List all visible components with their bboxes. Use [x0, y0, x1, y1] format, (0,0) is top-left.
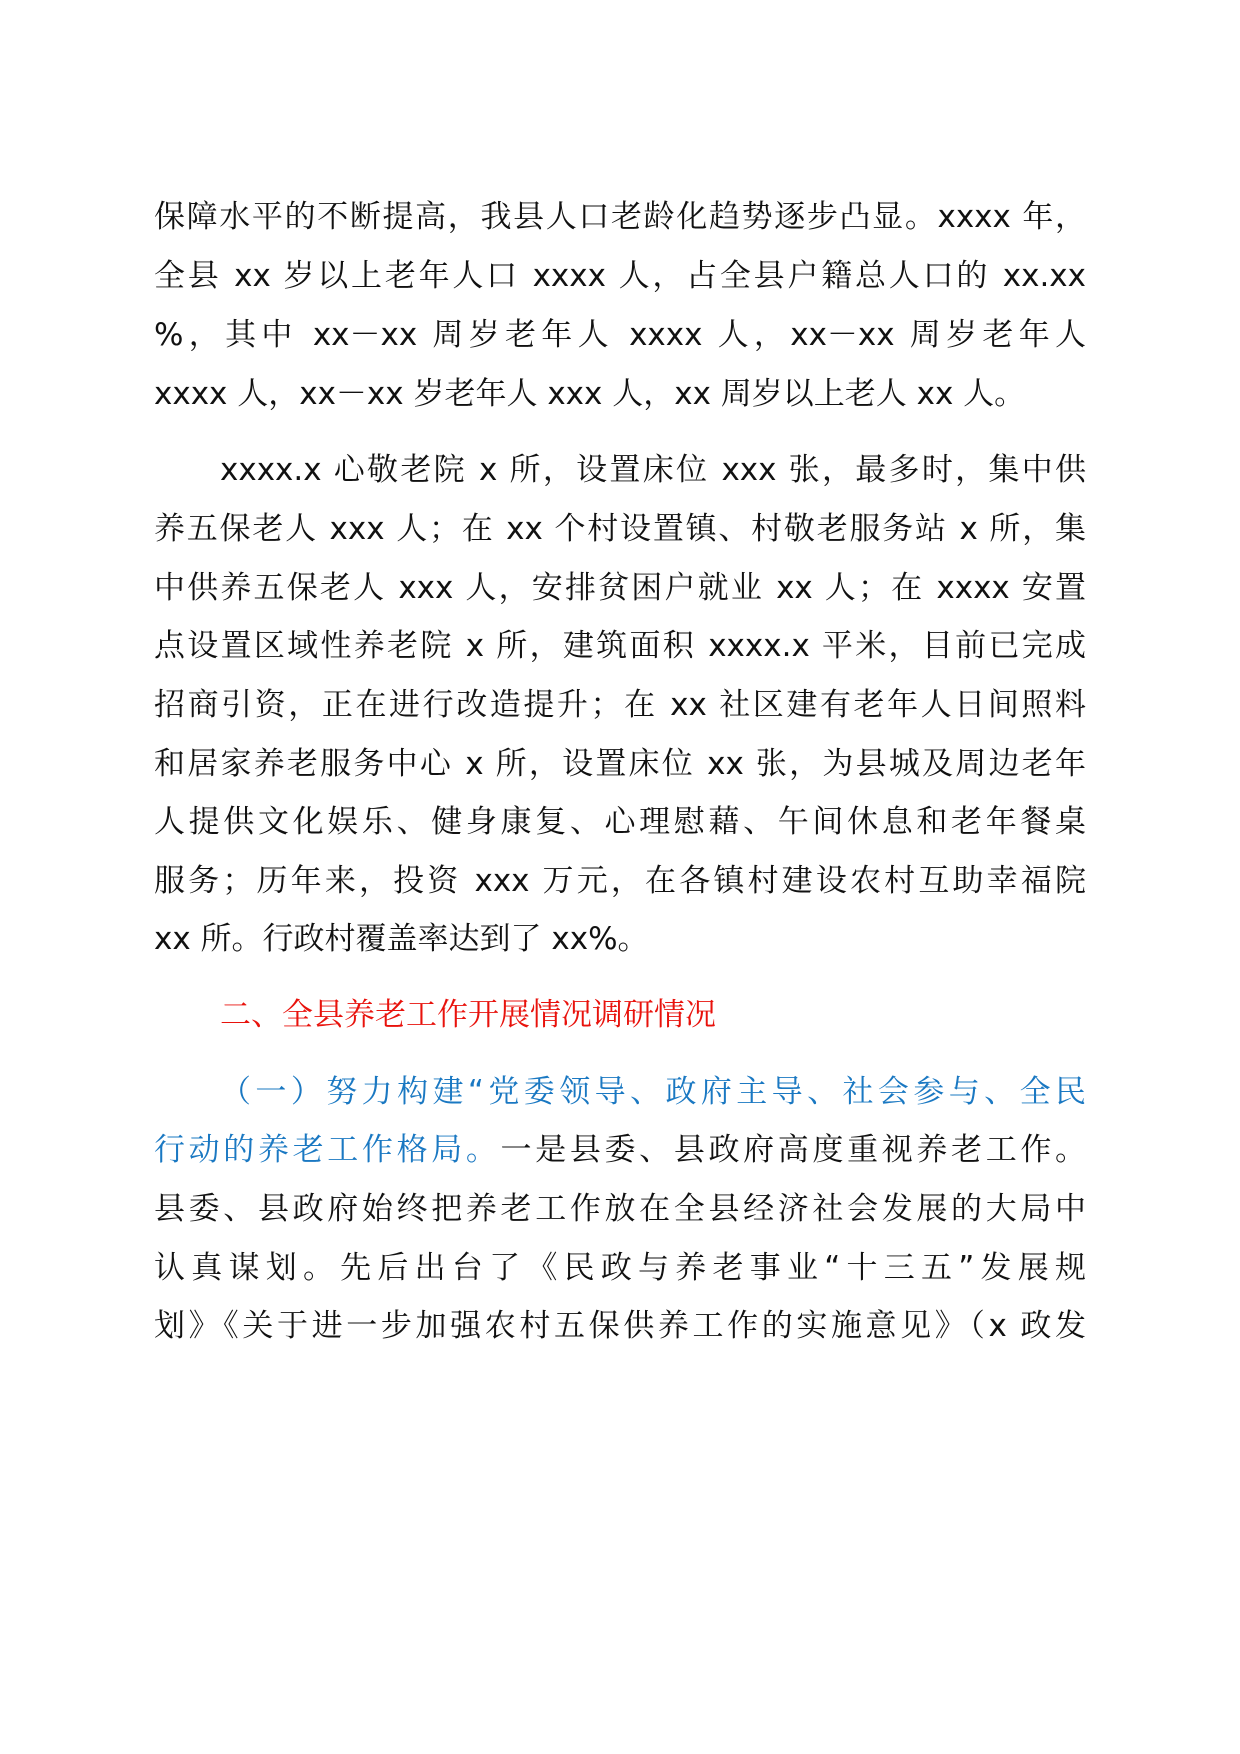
paragraph-1-line-4: xxxx 人，xx－xx 岁老年人 xxx 人，xx 周岁以上老人 xx 人。	[154, 376, 1026, 412]
subsection-body-line-1: 县委、县政府始终把养老工作放在全县经济社会发展的大局中	[154, 1191, 1086, 1227]
subsection-heading-line-1: （一）努力构建“党委领导、政府主导、社会参与、全民	[220, 1074, 1086, 1110]
paragraph-2-line-8: 服务；历年来，投资 xxx 万元，在各镇村建设农村互助幸福院	[154, 863, 1086, 899]
subsection-body-line-3: 划》《关于进一步加强农村五保供养工作的实施意见》（x 政发	[154, 1308, 1086, 1344]
paragraph-2-line-9: xx 所。行政村覆盖率达到了 xx%。	[154, 921, 649, 957]
section-heading: 二、全县养老工作开展情况调研情况	[220, 997, 716, 1033]
subsection-line-2	[154, 1118, 1086, 1182]
subsection-body-line-2: 认真谋划。先后出台了《民政与养老事业“十三五”发展规	[154, 1250, 1086, 1286]
paragraph-2-line-4: 点设置区域性养老院 x 所，建筑面积 xxxx.x 平米，目前已完成	[154, 628, 1086, 664]
paragraph-1-line-1: 保障水平的不断提高，我县人口老龄化趋势逐步凸显。xxxx 年，	[154, 199, 1086, 235]
paragraph-2-line-1: xxxx.x 心敬老院 x 所，设置床位 xxx 张，最多时，集中供	[220, 452, 1086, 488]
paragraph-2-line-5: 招商引资，正在进行改造提升；在 xx 社区建有老年人日间照料	[154, 687, 1086, 723]
subsection-body-start: 一是县委、县政府高度重视养老工作。	[500, 1132, 1086, 1168]
paragraph-2-line-6: 和居家养老服务中心 x 所，设置床位 xx 张，为县城及周边老年	[154, 746, 1086, 782]
paragraph-2-line-2: 养五保老人 xxx 人；在 xx 个村设置镇、村敬老服务站 x 所，集	[154, 511, 1086, 547]
paragraph-1-line-3: %，其中 xx－xx 周岁老年人 xxxx 人，xx－xx 周岁老年人	[154, 317, 1086, 353]
subsection-heading-line-2: 行动的养老工作格局。	[154, 1132, 501, 1168]
paragraph-1-line-2: 全县 xx 岁以上老年人口 xxxx 人，占全县户籍总人口的 xx.xx	[154, 258, 1086, 294]
paragraph-2-line-7: 人提供文化娱乐、健身康复、心理慰藉、午间休息和老年餐桌	[154, 804, 1086, 840]
paragraph-2-line-3: 中供养五保老人 xxx 人，安排贫困户就业 xx 人；在 xxxx 安置	[154, 570, 1086, 606]
